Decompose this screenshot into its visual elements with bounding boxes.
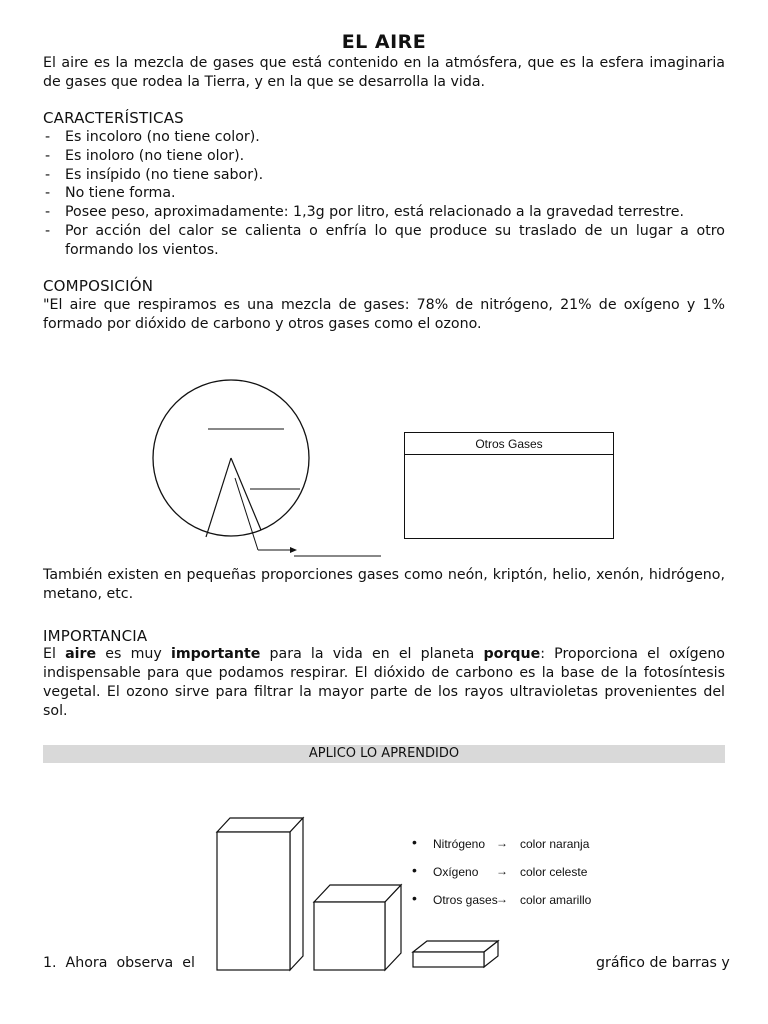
intro-paragraph: El aire es la mezcla de gases que está contenido en la atmósfera, que es la esfera imaginaria de gases que rodea la Tierra, y en la que se desarrolla la vida. — [43, 55, 725, 90]
otros-gases-box — [404, 432, 614, 539]
importancia-text: : Proporciona el oxígeno indispensable para que podamos respirar. El dióxido de carbono es la base de la fotosíntesis vegetal. El ozono sirve para filtrar la mayor parte de los rayos ultravioletas provenientes del sol. — [43, 646, 725, 719]
list-item: - Es insípido (no tiene sabor). — [43, 166, 725, 185]
list-item: - Es incoloro (no tiene color). — [43, 128, 725, 147]
legend-name: Oxígeno — [433, 865, 479, 879]
tambien-paragraph: También existen en pequeñas proporciones gases como neón, kriptón, helio, xenón, hidrógeno, metano, etc. — [43, 567, 725, 602]
aplico-title-bar: APLICO LO APRENDIDO — [43, 745, 725, 763]
legend-color: color amarillo — [520, 893, 592, 907]
importancia-text: para la vida en el planeta — [260, 646, 484, 662]
importancia-text: es muy — [96, 646, 171, 662]
bullet-icon: • — [412, 834, 417, 850]
bold-importante: importante — [170, 646, 261, 662]
importancia-text: El — [43, 646, 66, 662]
list-item: - Posee peso, aproximadamente: 1,3g por litro, está relacionado a la gravedad terrestre. — [43, 203, 725, 222]
caracteristicas-list — [43, 128, 725, 260]
pie-diagram — [140, 372, 400, 567]
list-item: - Por acción del calor se calienta o enfría lo que produce su traslado de un lugar a otro formando los vientos. — [43, 222, 725, 260]
document — [43, 30, 725, 334]
list-item: - No tiene forma. — [43, 184, 725, 203]
importancia-heading: IMPORTANCIA — [43, 627, 148, 645]
importancia-paragraph — [43, 645, 725, 721]
otros-gases-title: Otros Gases — [405, 433, 613, 455]
arrow-right-icon: → — [496, 864, 508, 878]
legend-name: Otros gases — [433, 893, 498, 907]
arrow-right-icon: → — [496, 836, 508, 850]
question-1-right: gráfico de barras y — [596, 955, 730, 971]
question-1-left: 1. Ahora observa el — [43, 955, 195, 971]
composicion-paragraph: "El aire que respiramos es una mezcla de gases: 78% de nitrógeno, 21% de oxígeno y 1% formado por dióxido de carbono y otros gases como el ozono. — [43, 296, 725, 332]
legend-name: Nitrógeno — [433, 837, 486, 851]
bullet-icon: • — [412, 890, 417, 906]
list-item: - Es inoloro (no tiene olor). — [43, 147, 725, 166]
bullet-icon: • — [412, 862, 417, 878]
bold-porque: porque — [483, 646, 541, 662]
arrow-right-icon: → — [496, 892, 508, 906]
legend-color: color celeste — [520, 865, 588, 879]
page-title: EL AIRE — [341, 31, 427, 53]
caracteristicas-heading: CARACTERÍSTICAS — [43, 109, 184, 127]
bold-aire: aire — [65, 646, 97, 662]
composicion-heading: COMPOSICIÓN — [43, 276, 154, 295]
legend-color: color naranja — [520, 837, 590, 851]
